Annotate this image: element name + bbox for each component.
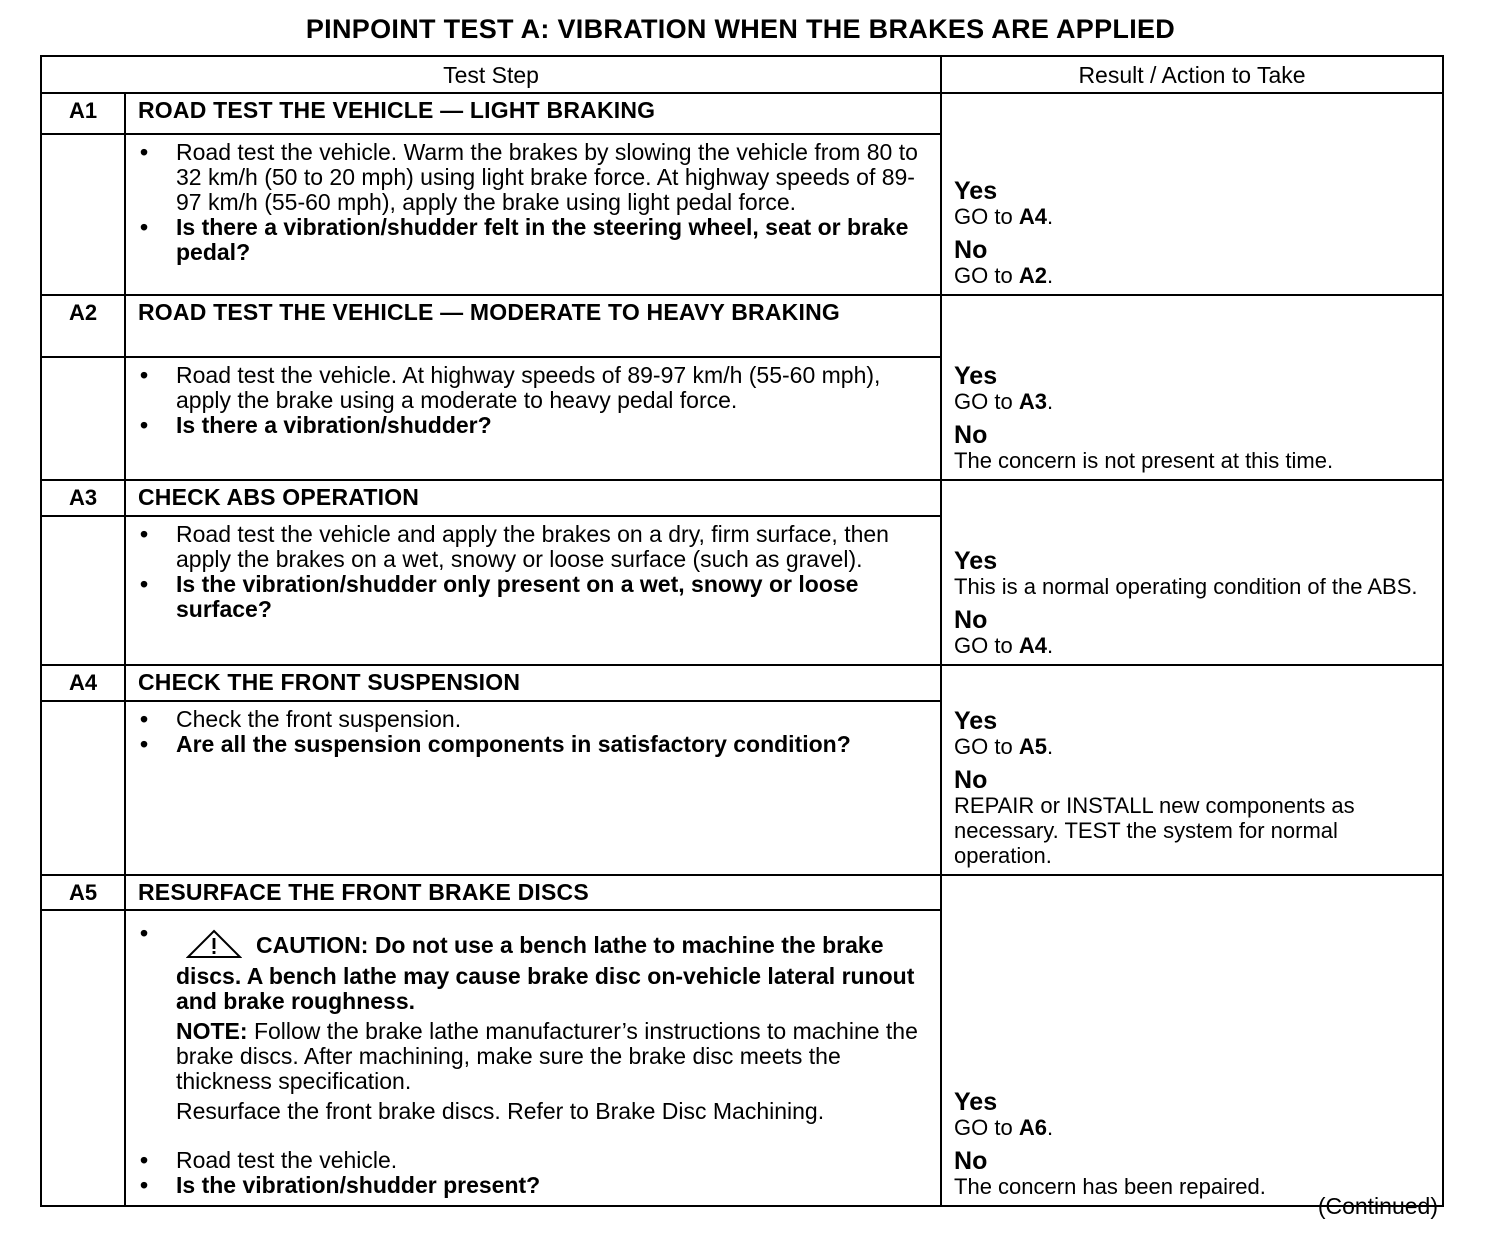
go-to-text: GO to <box>954 1115 1013 1140</box>
go-to-target: A5 <box>1018 734 1047 759</box>
yes-label: Yes <box>954 177 998 205</box>
step-id: A4 <box>41 665 125 701</box>
step-row-a5-title <box>41 875 1443 910</box>
result-cell <box>941 295 1443 480</box>
yes-action: GO to A4. <box>954 204 1054 229</box>
note-paragraph <box>176 1019 930 1094</box>
step-bullets <box>138 921 930 1198</box>
yes-label: Yes <box>954 707 998 735</box>
step-title: ROAD TEST THE VEHICLE — LIGHT BRAKING <box>125 93 941 134</box>
go-to-target: A2 <box>1018 263 1047 288</box>
go-to-target: A4 <box>1018 633 1047 658</box>
no-label: No <box>954 1147 988 1175</box>
table-header-row <box>41 56 1443 93</box>
note-label: NOTE: <box>176 1018 248 1044</box>
header-result-action: Result / Action to Take <box>941 56 1443 93</box>
no-action: The concern is not present at this time. <box>954 448 1334 473</box>
step-title: CHECK ABS OPERATION <box>125 480 941 516</box>
step-id: A5 <box>41 875 125 910</box>
yes-label: Yes <box>954 547 998 575</box>
bullet-instruction: • Road test the vehicle and apply the brakes on a dry, firm surface, then apply the brakes on a wet, snowy or loose surface (such as gravel). <box>138 522 930 572</box>
step-id-blank <box>41 910 125 1206</box>
yes-action: GO to A5. <box>954 734 1054 759</box>
step-row-a4-title <box>41 665 1443 701</box>
step-bullets <box>138 707 930 757</box>
step-bullets <box>138 522 930 622</box>
step-id-blank <box>41 516 125 665</box>
yes-label: Yes <box>954 1088 998 1116</box>
go-to-target: A4 <box>1018 204 1047 229</box>
step-body <box>125 516 941 665</box>
bullet-instruction: • Check the front suspension. <box>138 707 930 732</box>
no-label: No <box>954 236 988 264</box>
caution-text <box>176 929 930 1014</box>
go-to-text: GO to <box>954 734 1013 759</box>
step-id: A2 <box>41 295 125 357</box>
yes-action: This is a normal operating condition of the ABS. <box>954 574 1418 599</box>
no-label: No <box>954 606 988 634</box>
pinpoint-test-table <box>40 55 1444 1207</box>
go-to-text: GO to <box>954 263 1013 288</box>
warning-triangle-icon <box>186 929 242 964</box>
bullet-question: • Is the vibration/shudder only present on a wet, snowy or loose surface? <box>138 572 930 622</box>
bullet-question: • Is the vibration/shudder present? <box>138 1173 930 1198</box>
go-to-text: GO to <box>954 389 1013 414</box>
no-label: No <box>954 766 988 794</box>
no-label: No <box>954 421 988 449</box>
step-body <box>125 910 941 1206</box>
bullet-question: • Are all the suspension components in satisfactory condition? <box>138 732 930 757</box>
step-body <box>125 357 941 480</box>
bullet-question: • Is there a vibration/shudder? <box>138 413 930 438</box>
step-id: A1 <box>41 93 125 134</box>
step-id: A3 <box>41 480 125 516</box>
resurface-instruction: Resurface the front brake discs. Refer to Brake Disc Machining. <box>176 1098 825 1124</box>
result-cell <box>941 665 1443 875</box>
result-cell <box>941 93 1443 295</box>
step-title: RESURFACE THE FRONT BRAKE DISCS <box>125 875 941 910</box>
no-action: The concern has been repaired. <box>954 1174 1266 1199</box>
result-cell <box>941 875 1443 1206</box>
no-action: GO to A4. <box>954 633 1054 658</box>
go-to-target: A6 <box>1018 1115 1047 1140</box>
no-action: GO to A2. <box>954 263 1054 288</box>
step-id-blank <box>41 357 125 480</box>
result-cell <box>941 480 1443 665</box>
go-to-target: A3 <box>1018 389 1047 414</box>
bullet-caution <box>138 921 930 1124</box>
yes-action: GO to A3. <box>954 389 1054 414</box>
bullet-instruction: • Road test the vehicle. <box>138 1148 930 1173</box>
bullet-instruction: • Road test the vehicle. Warm the brakes by slowing the vehicle from 80 to 32 km/h (50 to 20 mph) using light brake force. At highway speeds of 89-97 km/h (55-60 mph), apply the brake using light pedal force. <box>138 140 930 215</box>
go-to-text: GO to <box>954 633 1013 658</box>
page-title: PINPOINT TEST A: VIBRATION WHEN THE BRAKES ARE APPLIED <box>305 14 1176 44</box>
bullet-question: • Is there a vibration/shudder felt in the steering wheel, seat or brake pedal? <box>138 215 930 265</box>
note-text: Follow the brake lathe manufacturer’s instructions to machine the brake discs. After machining, make sure the brake disc meets the thickness specification. <box>176 1018 918 1094</box>
caution-message: CAUTION: Do not use a bench lathe to machine the brake discs. A bench lathe may cause brake disc on-vehicle lateral runout and brake roughness. <box>176 932 915 1014</box>
header-test-step: Test Step <box>41 56 941 93</box>
step-row-a3-title <box>41 480 1443 516</box>
bullet-instruction: • Road test the vehicle. At highway speeds of 89-97 km/h (55-60 mph), apply the brake using a moderate to heavy pedal force. <box>138 363 930 413</box>
step-id-blank <box>41 701 125 875</box>
step-body <box>125 134 941 295</box>
go-to-text: GO to <box>954 204 1013 229</box>
continued-label: (Continued) <box>1317 1193 1438 1219</box>
step-title: CHECK THE FRONT SUSPENSION <box>125 665 941 701</box>
step-row-a2-title <box>41 295 1443 357</box>
yes-label: Yes <box>954 362 998 390</box>
step-body <box>125 701 941 875</box>
spacer <box>138 1124 930 1148</box>
step-id-blank <box>41 134 125 295</box>
step-row-a1-title <box>41 93 1443 134</box>
no-action: REPAIR or INSTALL new components as necessary. TEST the system for normal operation. <box>954 793 1355 868</box>
yes-action: GO to A6. <box>954 1115 1054 1140</box>
step-bullets <box>138 140 930 265</box>
step-bullets <box>138 363 930 438</box>
step-title: ROAD TEST THE VEHICLE — MODERATE TO HEAVY BRAKING <box>125 295 941 357</box>
